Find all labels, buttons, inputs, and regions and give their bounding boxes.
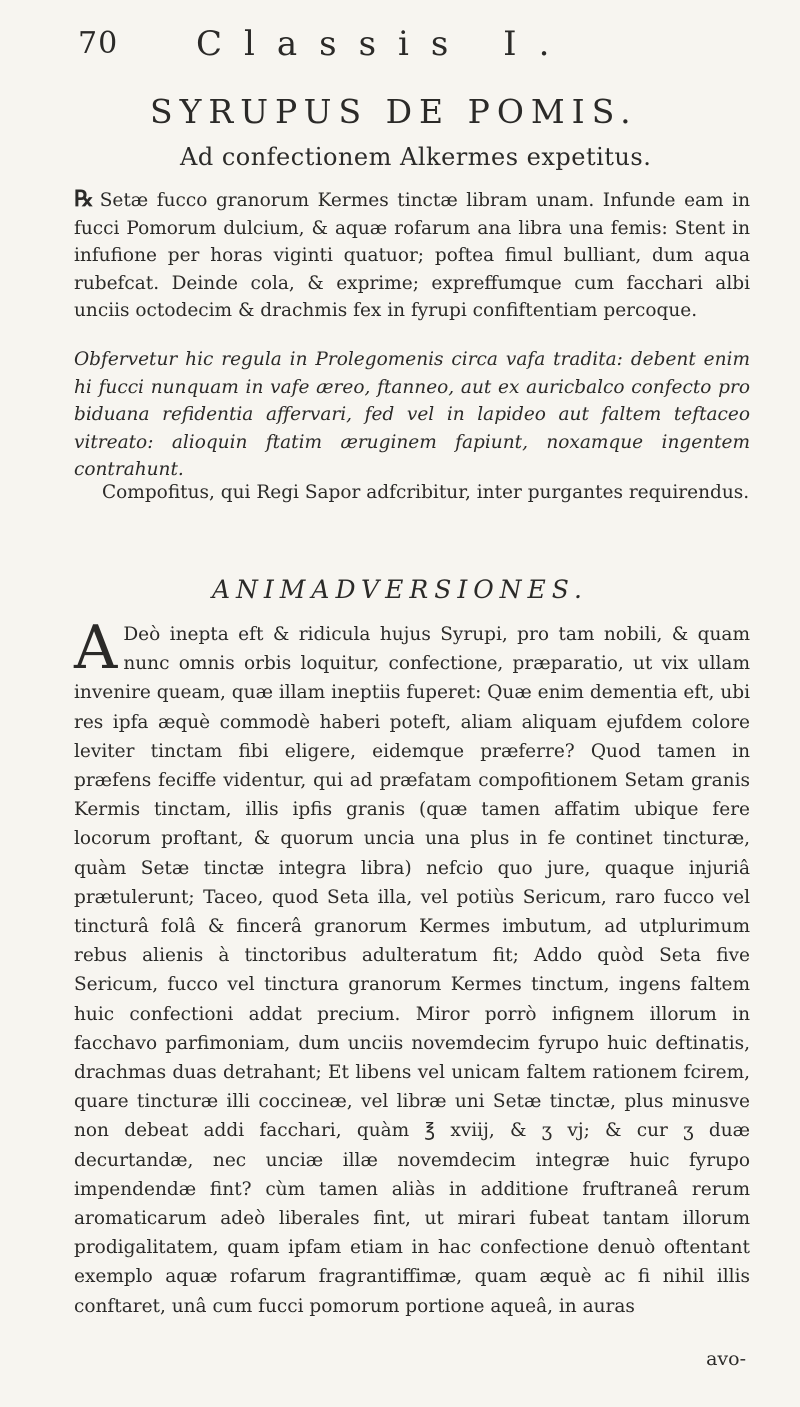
- recipe-text: Setæ fucco granorum Kermes tinctæ libram unam. Infunde eam in fucci Pomorum dulcium, & aquæ rofarum ana libra una femis: Stent in infufione per horas viginti quatuor; poftea fimul bulliant, dum aqua rubefcat. Deinde cola, & exprime; expreffumque cum facchari albi unciis octodecim & drachmis fex in fyrupi confiftentiam percoque.: [74, 190, 750, 321]
- running-title: Classis I.: [196, 24, 572, 64]
- recipe-symbol-icon: ℞: [74, 186, 94, 212]
- catchword: avo-: [706, 1348, 746, 1370]
- page-number: 70: [78, 26, 119, 61]
- recipe-paragraph: [74, 186, 750, 325]
- observation-note: [74, 346, 750, 484]
- animadversiones-heading: ANIMADVERSIONES.: [212, 575, 588, 604]
- running-head: [78, 22, 740, 72]
- animadversiones-text: Deò inepta eft & ridicula hujus Syrupi, pro tam nobili, & quam nunc omnis orbis loquitur, confectione, præparatio, ut vix ullam invenire queam, quæ illam ineptiis fuperet: Quæ enim dementia eft, ubi res ipfa æquè commodè haberi poteft, aliam aliquam ejufdem colore leviter tinctam fibi eligere, eidemque præferre? Quod tamen in præfens feciffe videntur, qui ad præfatam compofitionem Setam granis Kermis tinctam, illis ipfis granis (quæ tamen affatim ubique fere locorum proftant, & quorum uncia una plus in fe continet tincturæ, quàm Setæ tinctæ integra libra) nefcio quo jure, quaque injuriâ prætulerunt; Taceo, quod Seta illa, vel potiùs Sericum, raro fucco vel tincturâ folâ & fincerâ granorum Kermes imbutum, ad utplurimum rebus alienis à tinctoribus adulteratum fit; Addo quòd Seta five Sericum, fucco vel tinctura granorum Kermes tinctum, ingens faltem huic confectioni addat precium. Miror porrò infignem illorum in facchavo parfimoniam, dum unciis novemdecim fyrupo huic deftinatis, drachmas duas detrahant; Et libens vel unicam faltem rationem fcirem, quare tincturæ illi coccineæ, vel libræ uni Setæ tinctæ, plus minusve non debeat addi facchari, quàm ℥ xviij, & ʒ vj; & cur ʒ duæ decurtandæ, nec unciæ illæ novemdecim integræ huic fyrupo impendendæ fint? cùm tamen aliàs in additione fruftraneâ rerum aromaticarum adeò liberales fint, ut mirari fubeat tantam illorum prodigalitatem, quam ipfam etiam in hac confectione denuò oftentant exemplo aquæ rofarum fragrantiffimæ, quam æquè ac fi nihil illis conftaret, unâ cum fucci pomorum portione aqueâ, in auras: [74, 624, 750, 1317]
- observation-text: Obfervetur hic regula in Prolegomenis circa vafa tradita: debent enim hi fucci nunquam in vafe æreo, ftanneo, aut ex auricbalco confecto pro biduana refidentia affervari, fed vel in lapideo aut faltem teftaceo vitreato: alioquin ftatim æruginem fapiunt, noxamque ingentem contrahunt.: [74, 349, 750, 480]
- compositus-note: [74, 479, 750, 507]
- section-subtitle: Ad confectionem Alkermes expetitus.: [180, 143, 652, 171]
- compositus-text: Compofitus, qui Regi Sapor adfcribitur, inter purgantes requirendus.: [102, 482, 750, 503]
- animadversiones-body: [74, 613, 750, 1321]
- section-title: SYRUPUS DE POMIS.: [150, 92, 638, 131]
- drop-cap: A: [74, 613, 118, 683]
